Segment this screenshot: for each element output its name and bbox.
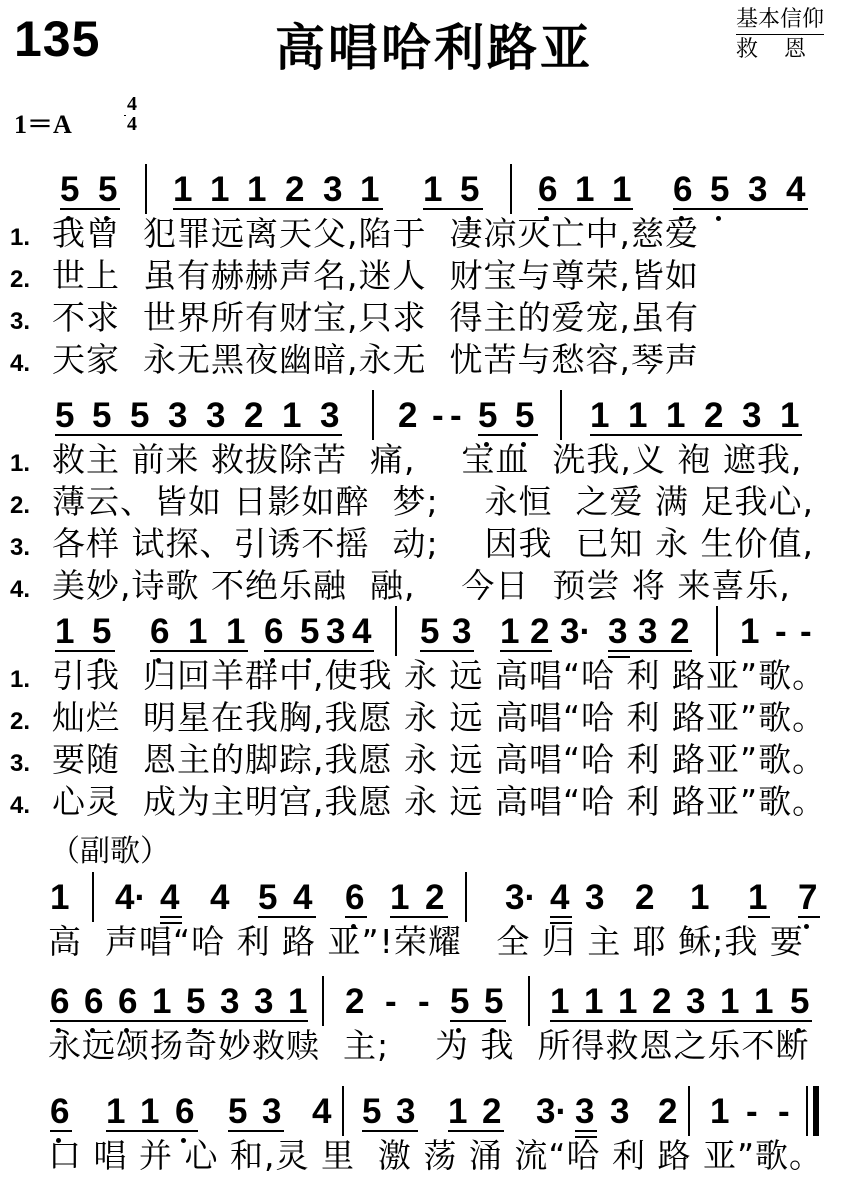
note: 6: [345, 878, 365, 917]
underline-beam: [106, 1130, 198, 1132]
note: 6: [84, 982, 104, 1021]
note: 5: [228, 1092, 248, 1131]
chorus-line-3-notes: [0, 1092, 844, 1142]
note: 5: [300, 612, 320, 651]
underline-beam: [748, 916, 770, 918]
lyric-text: 救主 前来 救拔除苦 痛, 宝血 洗我,义 袍 遮我,: [52, 440, 803, 479]
key-signature: 1＝A: [14, 110, 72, 139]
note: 5: [98, 170, 118, 209]
note: 6: [150, 612, 170, 651]
note: 5: [130, 396, 150, 435]
bar-line: [716, 606, 718, 656]
note: 2: [704, 396, 724, 435]
note: 6: [118, 982, 138, 1021]
underline-beam: [420, 650, 474, 652]
system-2-notes: [0, 396, 844, 446]
note: 1: [210, 170, 230, 209]
note: 5: [92, 396, 112, 435]
note: 1: [390, 878, 410, 917]
system-1-notes: [0, 170, 844, 220]
note: 5: [790, 982, 810, 1021]
note: 5: [450, 982, 470, 1021]
note: 6: [175, 1092, 195, 1131]
note: 1: [282, 396, 302, 435]
lyric-text: 薄云、皆如 日影如醉 梦; 永恒 之爱 满 足我心,: [52, 482, 814, 521]
underline-beam: [550, 1020, 812, 1022]
note: 4: [312, 1092, 332, 1131]
note: 3: [742, 396, 762, 435]
note: 3: [326, 612, 346, 651]
bar-line: [813, 1086, 819, 1136]
note: 4: [550, 878, 570, 917]
note: -: [778, 1092, 790, 1131]
time-signature: [124, 94, 140, 134]
bar-line: [688, 1086, 690, 1136]
note: 5: [515, 396, 535, 435]
note: 2: [530, 612, 550, 651]
bar-line: [342, 1086, 344, 1136]
underline-beam: [345, 916, 367, 918]
note: 3: [254, 982, 274, 1021]
note: 2: [482, 1092, 502, 1131]
note: 1: [152, 982, 172, 1021]
note: 1: [55, 612, 75, 651]
note: 4: [786, 170, 806, 209]
bar-line: [145, 164, 147, 214]
underline-beam: [575, 1130, 597, 1132]
note: 2: [398, 396, 418, 435]
verse-number: 1.: [10, 666, 31, 693]
note: 7: [798, 878, 818, 917]
note: 5: [478, 396, 498, 435]
underline-beam: [390, 916, 448, 918]
lyric-text: 我曾 犯罪远离天父,陷于 凄凉灭亡中,慈爱: [52, 214, 699, 253]
verse-number: 2.: [10, 492, 31, 519]
note: 5: [186, 982, 206, 1021]
note: 3: [610, 1092, 630, 1131]
underline-beam: [55, 650, 115, 652]
hymn-category: 基本信仰: [736, 6, 824, 35]
note: 3·: [505, 878, 537, 917]
underline-beam: [423, 208, 483, 210]
time-bar: [124, 115, 126, 116]
bar-line: [322, 976, 324, 1026]
verse-number: 4.: [10, 576, 31, 603]
low-octave-dot: [716, 216, 721, 221]
note: 3: [262, 1092, 282, 1131]
verse-number: 1.: [10, 450, 31, 477]
chorus-line-1-notes: [0, 878, 844, 928]
note: 4: [293, 878, 313, 917]
note: 1: [710, 1092, 730, 1131]
time-bottom: 4: [127, 113, 137, 135]
lyric-text: 天家 永无黑夜幽暗,永无 忧苦与愁容,琴声: [52, 340, 699, 379]
note: 1: [423, 170, 443, 209]
note: 4: [352, 612, 372, 651]
note: 1: [748, 878, 768, 917]
note: -: [385, 982, 397, 1021]
underline-beam: [590, 434, 802, 436]
chorus-label: （副歌）: [50, 834, 170, 869]
note: 2: [658, 1092, 678, 1131]
verse-number: 3.: [10, 534, 31, 561]
note: -: [775, 612, 787, 651]
underline-beam: [798, 916, 820, 918]
note: 1: [226, 612, 246, 651]
note: 1: [780, 396, 800, 435]
lyric-text: 不求 世界所有财宝,只求 得主的爱宠,虽有: [52, 298, 699, 337]
note: 3: [686, 982, 706, 1021]
bar-line: [395, 606, 397, 656]
verse-number: 2.: [10, 266, 31, 293]
note: 5: [258, 878, 278, 917]
note: 1: [247, 170, 267, 209]
bar-line: [528, 976, 530, 1026]
lyric-text: 美妙,诗歌 不绝乐融 融, 今日 预尝 将 来喜乐,: [52, 566, 791, 605]
hymn-author: 救恩: [736, 37, 833, 62]
underline-beam: [55, 434, 342, 436]
note: 1: [500, 612, 520, 651]
note: 2: [425, 878, 445, 917]
low-octave-dot: [804, 924, 809, 929]
hymn-title: 高唱哈利路亚: [275, 19, 593, 77]
underline-beam: [448, 1130, 504, 1132]
verse-number: 2.: [10, 708, 31, 735]
note: 1: [106, 1092, 126, 1131]
underline-beam: [362, 1130, 418, 1132]
note: 1: [666, 396, 686, 435]
underline-beam: [450, 1020, 506, 1022]
note: 6: [538, 170, 558, 209]
note: 1: [612, 170, 632, 209]
note: 5: [60, 170, 80, 209]
note: -: [450, 396, 462, 435]
verse-number: 3.: [10, 750, 31, 777]
note: 1: [754, 982, 774, 1021]
lyric-text: 引我 归回羊群中,使我 永 远 高唱“哈 利 路亚”歌。: [52, 656, 827, 695]
note: 3·: [536, 1092, 568, 1131]
note: 1: [618, 982, 638, 1021]
bar-line: [372, 390, 374, 440]
bar-line: [806, 1086, 808, 1136]
time-top: 4: [127, 93, 137, 115]
note: 3·: [560, 612, 592, 651]
bar-line: [510, 164, 512, 214]
note: 1: [720, 982, 740, 1021]
hymn-number: 135: [14, 11, 101, 67]
note: 3: [206, 396, 226, 435]
note: 1: [628, 396, 648, 435]
note: 3: [452, 612, 472, 651]
lyric-text: 世上 虽有赫赫声名,迷人 财宝与尊荣,皆如: [52, 256, 699, 295]
note: -: [432, 396, 444, 435]
underline-beam: [60, 208, 120, 210]
underline-beam: [478, 434, 538, 436]
lyric-text: 永远颂扬奇妙救赎 主; 为 我 所得救恩之乐不断: [48, 1026, 810, 1065]
note: 1: [448, 1092, 468, 1131]
note: 4·: [115, 878, 147, 917]
underline-beam: [264, 650, 374, 652]
lyric-text: 灿烂 明星在我胸,我愿 永 远 高唱“哈 利 路亚”歌。: [52, 698, 827, 737]
lyric-text: 各样 试探、引诱不摇 动; 因我 已知 永 生价值,: [52, 524, 814, 563]
lyric-text: 口 唱 并 心 和,灵 里 激 荡 涌 流“哈 利 路 亚”歌。: [48, 1136, 824, 1175]
underline-beam: [228, 1130, 284, 1132]
note: 1: [360, 170, 380, 209]
note: 3: [323, 170, 343, 209]
note: 3: [396, 1092, 416, 1131]
note: 5: [484, 982, 504, 1021]
note: 2: [244, 396, 264, 435]
note: 1: [140, 1092, 160, 1131]
note: 2: [670, 612, 690, 651]
note: 2: [285, 170, 305, 209]
lyric-text: 要随 恩主的脚踪,我愿 永 远 高唱“哈 利 路亚”歌。: [52, 740, 827, 779]
bar-line: [560, 390, 562, 440]
underline-beam: [50, 1130, 72, 1132]
note: 4: [160, 878, 180, 917]
note: 1: [590, 396, 610, 435]
verse-number: 1.: [10, 224, 31, 251]
note: 2: [345, 982, 365, 1021]
underline-beam: [258, 916, 316, 918]
note: 6: [673, 170, 693, 209]
note: 4: [210, 878, 230, 917]
underline-beam: [673, 208, 808, 210]
note: 1: [740, 612, 760, 651]
underline-beam: [500, 650, 552, 652]
verse-number: 3.: [10, 308, 31, 335]
bar-line: [465, 872, 467, 922]
note: -: [746, 1092, 758, 1131]
note: 3: [220, 982, 240, 1021]
note: 5: [420, 612, 440, 651]
note: 3: [585, 878, 605, 917]
system-3-notes: [0, 612, 844, 662]
note: 3: [320, 396, 340, 435]
note: 1: [50, 878, 70, 917]
underline-beam: [608, 650, 692, 652]
note: 6: [264, 612, 284, 651]
note: 5: [460, 170, 480, 209]
chorus-line-2-notes: [0, 982, 844, 1032]
note: 1: [584, 982, 604, 1021]
note: 5: [710, 170, 730, 209]
note: 6: [50, 1092, 70, 1131]
underline-beam: [150, 650, 248, 652]
note: 1: [288, 982, 308, 1021]
bar-line: [92, 872, 94, 922]
note: 5: [362, 1092, 382, 1131]
note: 2: [652, 982, 672, 1021]
note: 5: [55, 396, 75, 435]
note: -: [418, 982, 430, 1021]
note: 1: [575, 170, 595, 209]
underline-beam: [173, 208, 383, 210]
note: 1: [173, 170, 193, 209]
note: 1: [550, 982, 570, 1021]
verse-number: 4.: [10, 792, 31, 819]
underline-beam: [550, 916, 572, 918]
underline-beam: [50, 1020, 308, 1022]
note: 3: [608, 612, 628, 651]
verse-number: 4.: [10, 350, 31, 377]
underline-beam: [538, 208, 633, 210]
note: 6: [50, 982, 70, 1021]
underline-beam: [160, 916, 182, 918]
note: 5: [92, 612, 112, 651]
note: 1: [188, 612, 208, 651]
note: 3: [638, 612, 658, 651]
lyric-text: 心灵 成为主明宫,我愿 永 远 高唱“哈 利 路亚”歌。: [52, 782, 827, 821]
note: 3: [575, 1092, 595, 1131]
note: 1: [690, 878, 710, 917]
note: 2: [635, 878, 655, 917]
note: -: [800, 612, 812, 651]
lyric-text: 高 声唱“哈 利 路 亚”!荣耀 全 归 主 耶 稣;我 要: [48, 922, 804, 961]
note: 3: [168, 396, 188, 435]
note: 3: [748, 170, 768, 209]
